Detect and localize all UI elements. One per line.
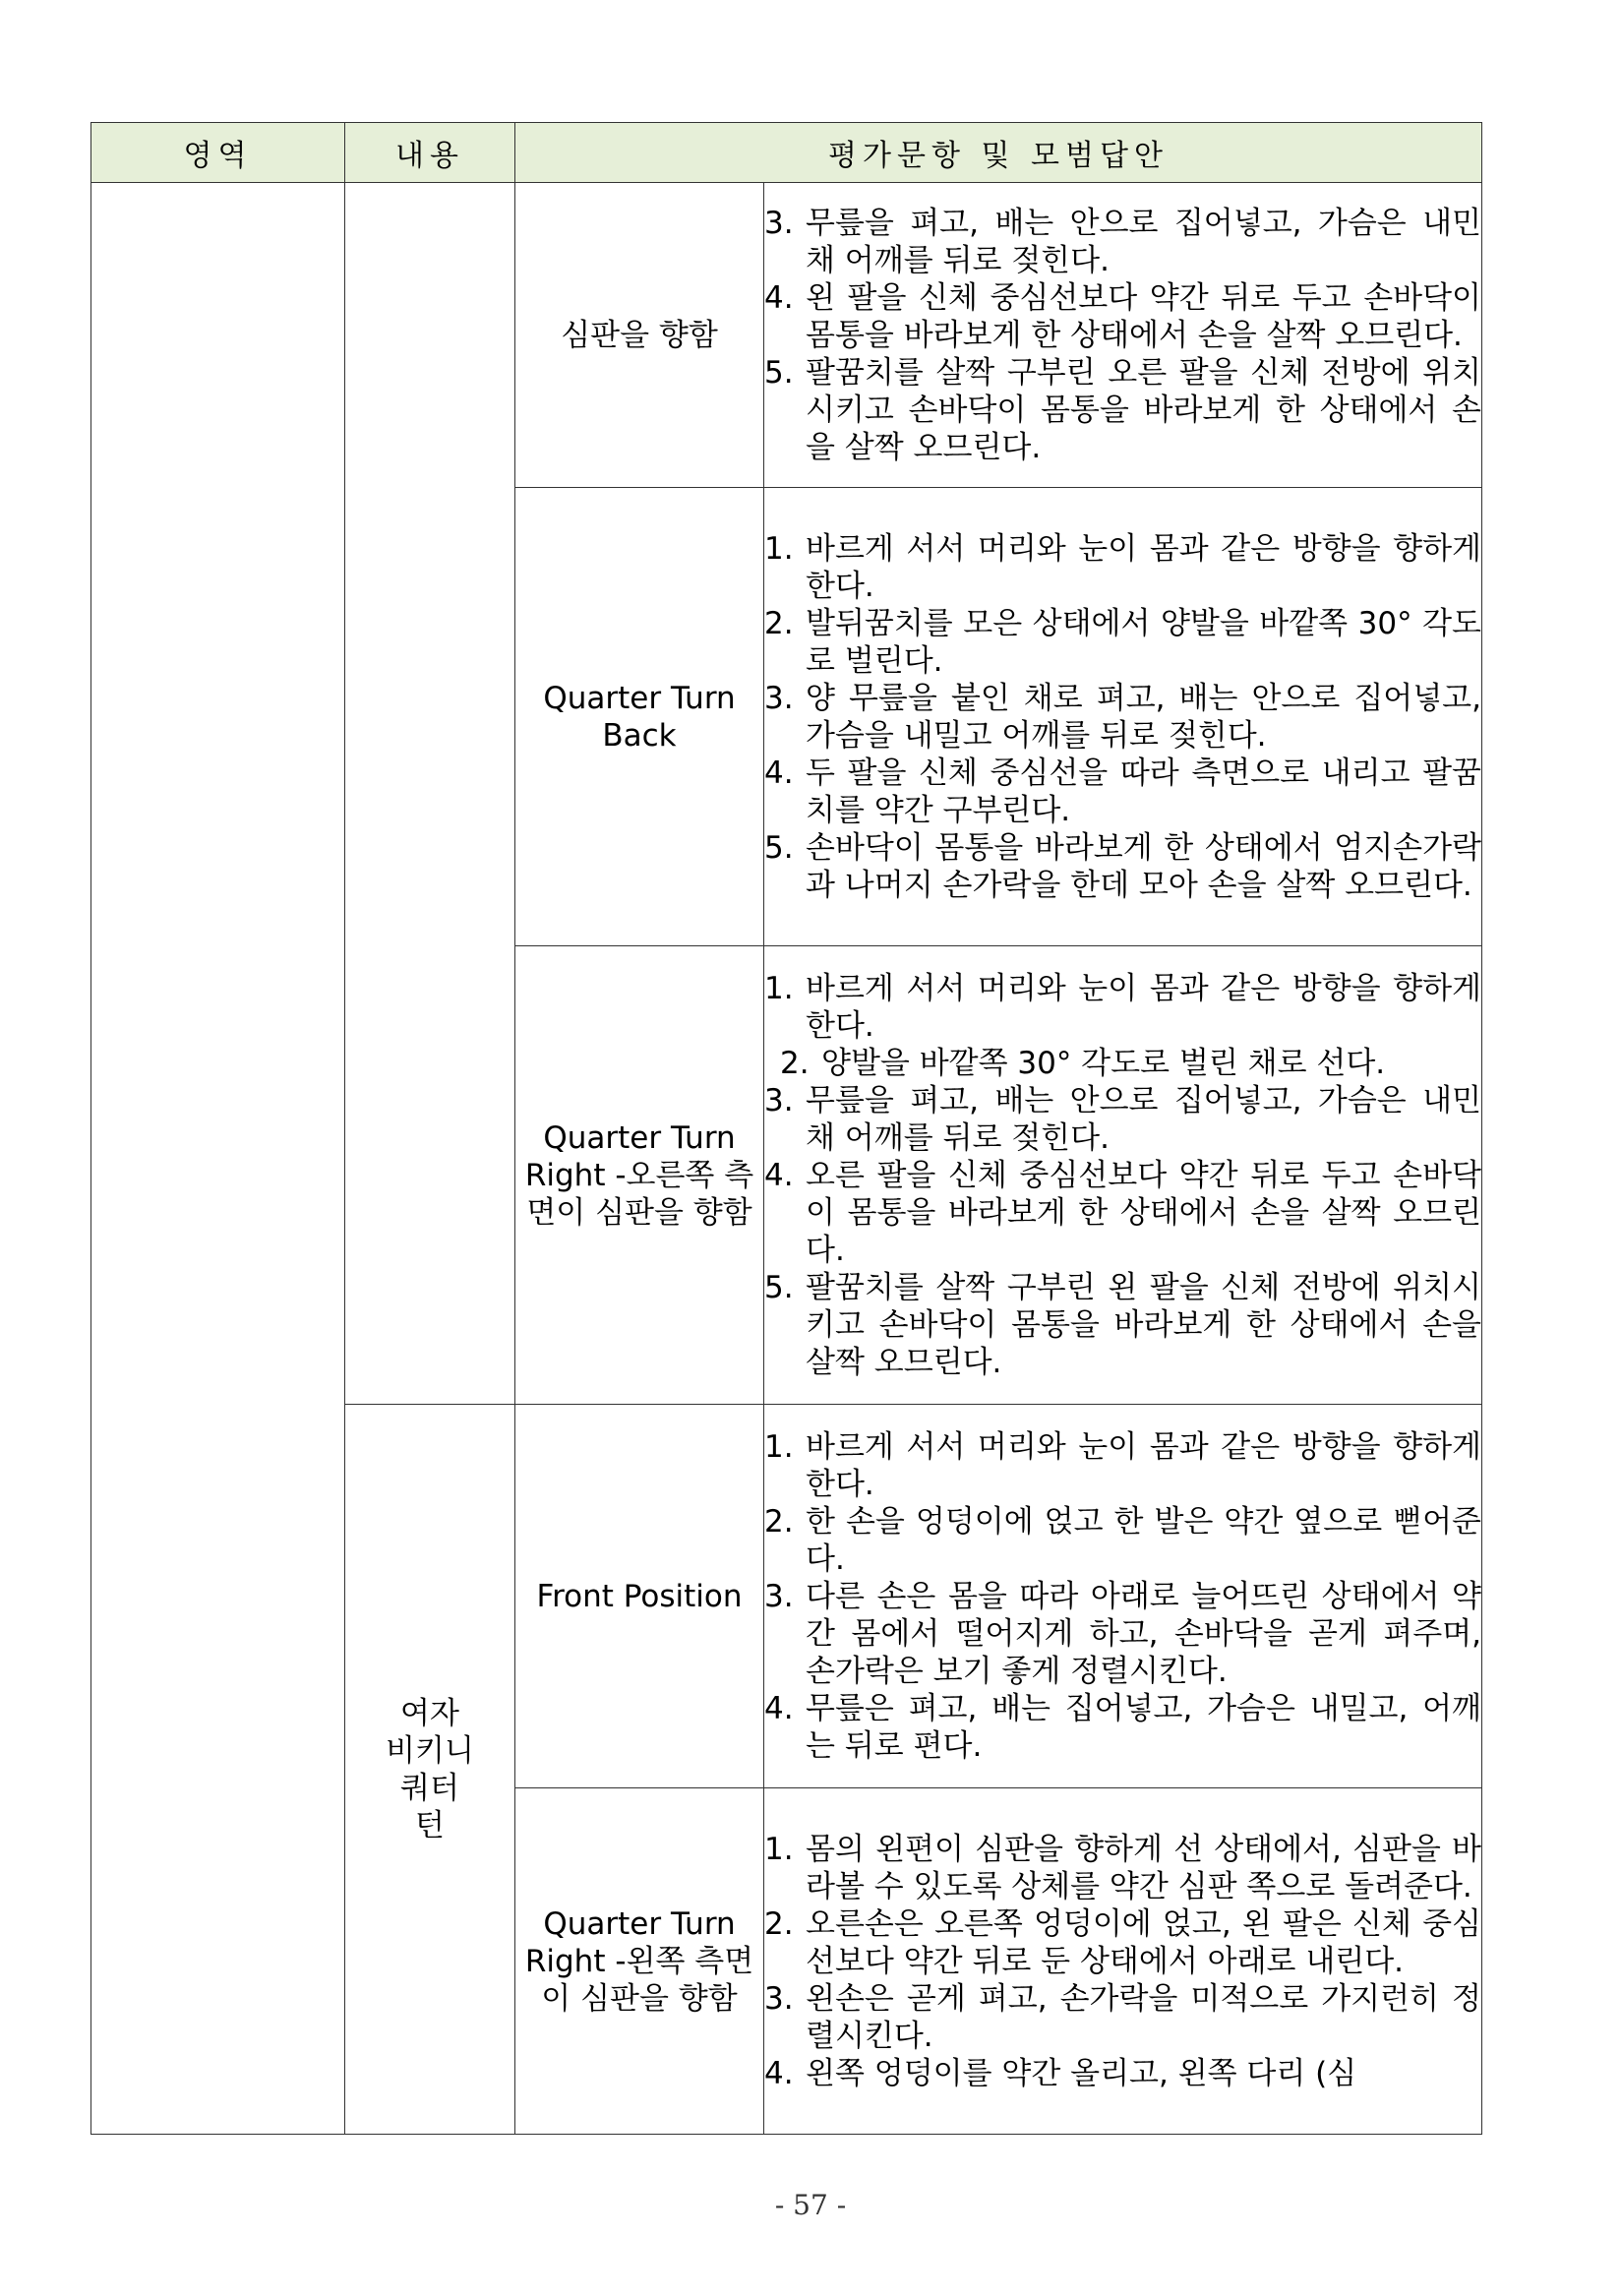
answer-line: 5. 팔꿈치를 살짝 구부린 오른 팔을 신체 전방에 위치시키고 손바닥이 몸통을 바라보게 한 상태에서 손을 살짝 오므린다. [764,354,1481,465]
item-cell: 심판을 향함 [515,183,764,488]
answer-cell [764,946,1482,1405]
answer-line: 1. 바르게 서서 머리와 눈이 몸과 같은 방향을 향하게 한다. [764,1428,1481,1502]
header-content: 내용 [345,123,515,183]
answer-line: 1. 몸의 왼편이 심판을 향하게 선 상태에서, 심판을 바라볼 수 있도록 상체를 약간 심판 쪽으로 돌려준다. [764,1831,1481,1904]
header-questions: 평가문항 및 모범답안 [515,123,1482,183]
answer-line: 4. 무릎은 펴고, 배는 집어넣고, 가슴은 내밀고, 어깨는 뒤로 편다. [764,1690,1481,1764]
answer-line: 2. 양발을 바깥쪽 30° 각도로 벌린 채로 선다. [780,1045,1386,1081]
answer-line: 4. 왼 팔을 신체 중심선보다 약간 뒤로 두고 손바닥이 몸통을 바라보게 한 상태에서 손을 살짝 오므린다. [764,279,1481,353]
answer-line: 3. 무릎을 펴고, 배는 안으로 집어넣고, 가슴은 내민 채 어깨를 뒤로 젖힌다. [764,1082,1481,1156]
answer-line: 5. 팔꿈치를 살짝 구부린 왼 팔을 신체 전방에 위치시키고 손바닥이 몸통을 바라보게 한 상태에서 손을 살짝 오므린다. [764,1269,1481,1380]
answer-line: 5. 손바닥이 몸통을 바라보게 한 상태에서 엄지손가락과 나머지 손가락을 한데 모아 손을 살짝 오므린다. [764,829,1481,903]
item-cell: Front Position [515,1405,764,1788]
page-number: - 57 - [774,2189,847,2221]
answer-line: 3. 왼손은 곧게 펴고, 손가락을 미적으로 가지런히 정렬시킨다. [764,1980,1481,2054]
header-row [91,123,1482,183]
answer-cell [764,1788,1482,2135]
answer-line: 3. 무릎을 펴고, 배는 안으로 집어넣고, 가슴은 내민 채 어깨를 뒤로 젖힌다. [764,205,1481,278]
answer-cell [764,488,1482,946]
answer-line: 2. 한 손을 엉덩이에 얹고 한 발은 약간 옆으로 뻗어준다. [764,1503,1481,1577]
answer-line: 1. 바르게 서서 머리와 눈이 몸과 같은 방향을 향하게 한다. [764,530,1481,604]
answer-line: 4. 왼쪽 엉덩이를 약간 올리고, 왼쪽 다리 (심 [764,2055,1357,2091]
answer-cell [764,1405,1482,1788]
header-area: 영역 [91,123,345,183]
item-cell: Quarter Turn Back [515,488,764,946]
evaluation-table [90,122,1482,2135]
content-cell-top [345,183,515,1405]
item-cell: Quarter Turn Right -오른쪽 측면이 심판을 향함 [515,946,764,1405]
table-row [91,183,1482,488]
answer-line: 4. 오른 팔을 신체 중심선보다 약간 뒤로 두고 손바닥이 몸통을 바라보게 한 상태에서 손을 살짝 오므린다. [764,1157,1481,1268]
answer-line: 1. 바르게 서서 머리와 눈이 몸과 같은 방향을 향하게 한다. [764,970,1481,1044]
answer-line: 2. 오른손은 오른쪽 엉덩이에 얹고, 왼 팔은 신체 중심선보다 약간 뒤로 둔 상태에서 아래로 내린다. [764,1905,1481,1979]
content-cell: 여자 비키니 쿼터 턴 [345,1405,515,2135]
answer-line: 3. 양 무릎을 붙인 채로 펴고, 배는 안으로 집어넣고, 가슴을 내밀고 어깨를 뒤로 젖힌다. [764,680,1481,754]
answer-line: 2. 발뒤꿈치를 모은 상태에서 양발을 바깥쪽 30° 각도로 벌린다. [764,605,1481,679]
area-cell [91,183,345,2135]
item-cell: Quarter Turn Right -왼쪽 측면이 심판을 향함 [515,1788,764,2135]
answer-line: 4. 두 팔을 신체 중심선을 따라 측면으로 내리고 팔꿈치를 약간 구부린다. [764,755,1481,828]
answer-line: 3. 다른 손은 몸을 따라 아래로 늘어뜨린 상태에서 약간 몸에서 떨어지게 하고, 손바닥을 곧게 펴주며, 손가락은 보기 좋게 정렬시킨다. [764,1578,1481,1689]
answer-cell [764,183,1482,488]
